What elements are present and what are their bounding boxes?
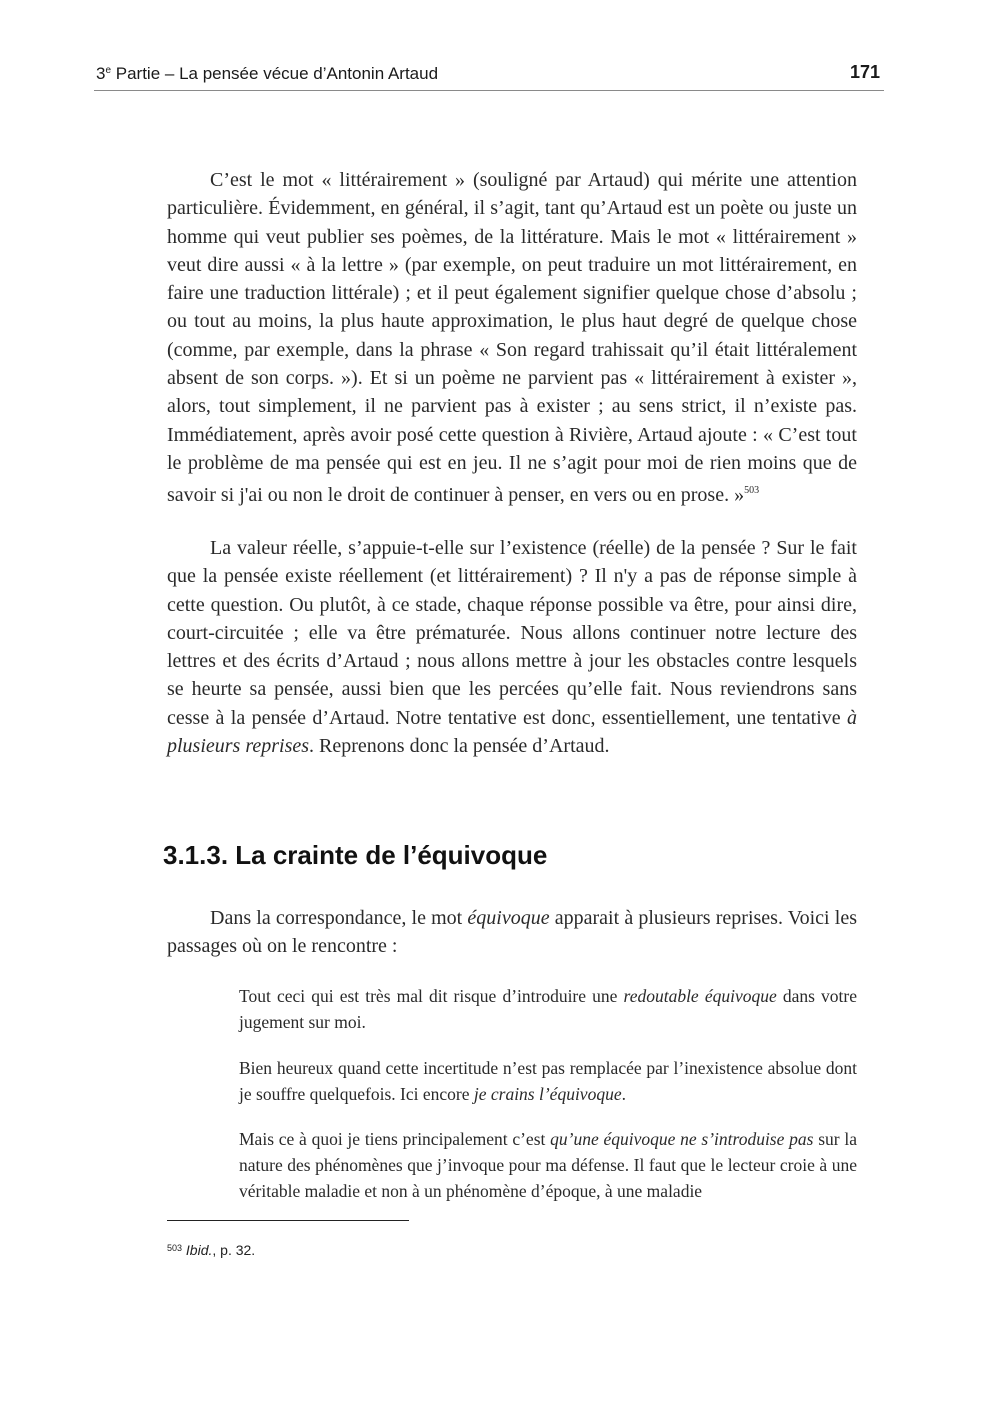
paragraph-3-emphasis: équivoque bbox=[467, 907, 550, 929]
quote-2-text: Bien heureux quand cette incertitude n’est pas remplacée par l’inexistence absolue dont je souffre quelquefois. Ici encore bbox=[239, 1058, 857, 1104]
paragraph-2 bbox=[167, 534, 857, 760]
footnote-reference[interactable]: 503 bbox=[744, 485, 760, 497]
quote-3-text: Mais ce à quoi je tiens principalement c’est bbox=[239, 1129, 551, 1149]
block-quote-2 bbox=[239, 1055, 857, 1107]
footnote-number: 503 bbox=[167, 1243, 183, 1253]
block-quote-1 bbox=[239, 983, 857, 1035]
running-title bbox=[96, 64, 438, 84]
quote-1-text-end: dans votre jugement sur moi. bbox=[239, 986, 857, 1032]
footnote-ibid: Ibid. bbox=[185, 1242, 213, 1258]
page-number: 171 bbox=[849, 62, 880, 82]
footnote bbox=[167, 1242, 255, 1258]
quote-2-emphasis: je crains l’équivoque bbox=[473, 1084, 622, 1104]
part-number: 3 bbox=[96, 64, 106, 83]
paragraph-2-emphasis: à plusieurs reprises bbox=[167, 706, 857, 758]
quote-1-text: Tout ceci qui est très mal dit risque d’introduire une bbox=[239, 986, 624, 1006]
quote-1-emphasis: redoutable équivoque bbox=[623, 986, 777, 1006]
paragraph-3-text: Dans la correspondance, le mot bbox=[210, 907, 468, 929]
block-quote-3 bbox=[239, 1126, 857, 1204]
running-header bbox=[94, 60, 884, 91]
footnote-separator bbox=[167, 1220, 409, 1221]
quote-3-text-end: sur la nature des phénomènes que j’invoque pour ma défense. Il faut que le lecteur croie à une véritable maladie et non à un phénomène d’époque, à une maladie bbox=[239, 1129, 857, 1201]
paragraph-3 bbox=[167, 904, 857, 961]
paragraph-1 bbox=[167, 166, 857, 510]
section-heading: 3.1.3. La crainte de l’équivoque bbox=[163, 840, 548, 870]
footnote-text: , p. 32. bbox=[212, 1242, 256, 1258]
quote-2-text-end: . bbox=[621, 1084, 626, 1104]
paragraph-1-text: C’est le mot « littérairement » (souligné par Artaud) qui mérite une attention particulière. Évidemment, en général, il s’agit, tant qu’Artaud est un poète ou juste un homme qui veut publier ses poèmes, de la littérature. Mais le mot « littérairement » veut dire aussi « à la lettre » (par exemple, on peut traduire un mot littérairement, en faire une traduction littérale) ; et il peut également signifier quelque chose d’absolu ; ou tout au moins, la plus haute approximation, le plus haut degré de quelque chose (comme, par exemple, dans la phrase « Son regard trahissait qu’il était littéralement absent de son corps. »). Et si un poème ne parvient pas « littérairement à exister », alors, tout simplement, il ne parvient pas à exister ; au sens strict, il n’existe pas. Immédiatement, après avoir posé cette question à Rivière, Artaud ajoute : « C’est tout le problème de ma pensée qui est en jeu. Il ne s’agit pour moi de rien moins que de savoir si j'ai ou non le droit de continuer à penser, en vers ou en prose. » bbox=[167, 169, 857, 507]
part-superscript: e bbox=[105, 65, 112, 76]
running-title-text: Partie – La pensée vécue d’Antonin Artaud bbox=[111, 64, 439, 83]
quote-3-emphasis: qu’une équivoque ne s’introduise pas bbox=[550, 1129, 814, 1149]
paragraph-2-text-end: . Reprenons donc la pensée d’Artaud. bbox=[309, 735, 610, 758]
paragraph-3-text-end: apparait à plusieurs reprises. Voici les passages où on le rencontre : bbox=[167, 907, 857, 958]
paragraph-2-text: La valeur réelle, s’appuie-t-elle sur l’existence (réelle) de la pensée ? Sur le fait que la pensée existe réellement (et littérairement) ? Il n'y a pas de réponse simple à cette question. Ou plutôt, à ce stade, chaque réponse possible va être, pour ainsi dire, court-circuitée ; elle va être prématurée. Nous allons continuer notre lecture des lettres et des écrits d’Artaud ; nous allons mettre à jour les obstacles contre lesquels se heurte sa pensée, aussi bien que les percées qu’elle fait. Nous reviendrons sans cesse à la pensée d’Artaud. Notre tentative est donc, essentiellement, une tentative bbox=[167, 537, 857, 729]
